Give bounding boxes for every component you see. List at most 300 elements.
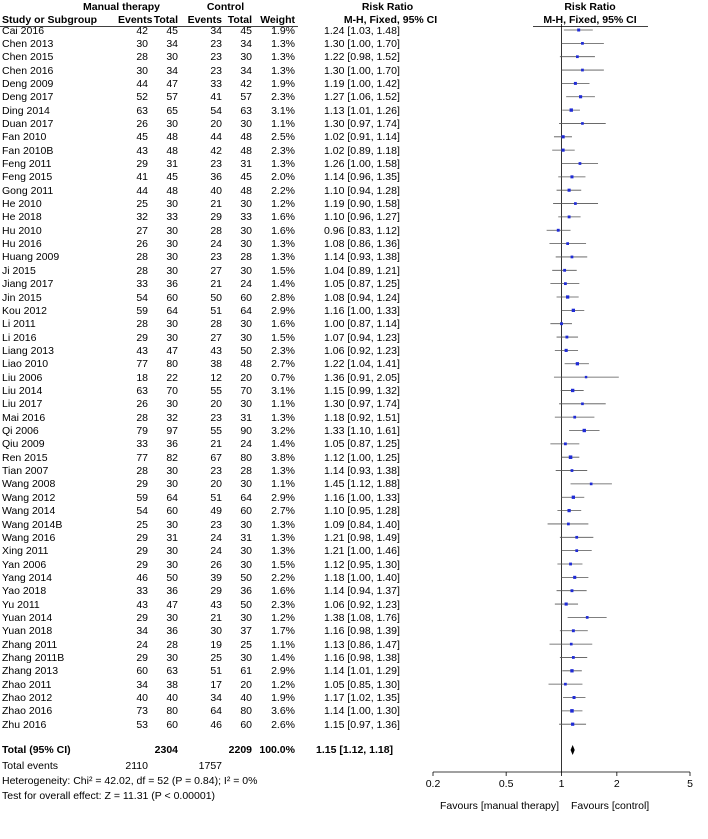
point-square: [568, 215, 571, 218]
study-name: Liu 2017: [2, 398, 43, 411]
study-name: Zhang 2011: [2, 638, 58, 651]
events-control: 51: [210, 304, 222, 317]
risk-ratio-ci: 1.05 [0.87, 1.25]: [324, 278, 400, 291]
risk-ratio-ci: 1.14 [0.94, 1.37]: [324, 585, 400, 598]
events-control: 43: [210, 598, 222, 611]
total-control: 42: [240, 77, 252, 90]
study-name: Chen 2013: [2, 37, 54, 50]
group-control-header: Control: [206, 1, 245, 13]
total-control: 48: [240, 144, 252, 157]
risk-ratio-ci: 1.15 [0.99, 1.32]: [324, 384, 400, 397]
events-manual: 33: [136, 278, 148, 291]
events-control: 30: [210, 625, 222, 638]
events-control: 41: [210, 91, 222, 104]
study-name: Fan 2010: [2, 131, 47, 144]
events-control: 20: [210, 118, 222, 130]
study-name: Ji 2015: [2, 264, 36, 277]
risk-ratio-ci: 1.21 [1.00, 1.46]: [324, 545, 400, 558]
total-manual: 31: [166, 158, 178, 170]
total-events-manual: 2110: [125, 760, 148, 772]
point-square: [571, 389, 574, 392]
total-control: 70: [240, 384, 252, 397]
events-manual: 28: [136, 411, 148, 424]
total-control: 24: [240, 278, 252, 291]
risk-ratio-ci: 1.02 [0.89, 1.18]: [324, 144, 400, 157]
total-control: 48: [240, 131, 252, 144]
total-control: 80: [240, 451, 252, 464]
risk-ratio-ci: 1.17 [1.02, 1.35]: [324, 692, 400, 704]
weight-value: 3.1%: [271, 384, 295, 397]
events-control: 29: [210, 585, 222, 598]
weight-value: 1.5%: [271, 558, 295, 571]
weight-value: 3.2%: [271, 425, 295, 437]
study-name: Jiang 2017: [2, 278, 54, 291]
x-tick-label: 5: [687, 778, 693, 790]
events-control: 20: [210, 478, 222, 491]
weight-value: 2.6%: [271, 718, 295, 731]
total-manual: 36: [166, 278, 178, 291]
total-manual: 63: [166, 665, 178, 678]
total-manual: 60: [166, 291, 178, 304]
events-manual: 59: [136, 304, 148, 317]
total-manual: 30: [166, 611, 178, 624]
weight-value: 2.7%: [271, 358, 295, 371]
weight-value: 1.5%: [271, 331, 295, 344]
total-manual: 30: [166, 465, 178, 478]
events-control: 33: [210, 77, 222, 90]
weight-value: 2.5%: [271, 131, 295, 144]
events-control: 23: [210, 37, 222, 50]
total-manual: 48: [166, 131, 178, 144]
events-control: 54: [210, 104, 222, 117]
study-name: Li 2016: [2, 331, 37, 344]
study-name: Deng 2017: [2, 91, 54, 104]
total-manual: 30: [166, 51, 178, 64]
total-manual: 64: [166, 304, 178, 317]
risk-ratio-ci: 1.00 [0.87, 1.14]: [324, 318, 400, 331]
weight-value: 2.9%: [271, 491, 295, 504]
events-manual: 45: [136, 131, 148, 144]
total-control: 30: [240, 198, 252, 210]
weight-value: 1.6%: [271, 585, 295, 598]
total-control: 25: [240, 638, 252, 651]
study-name: Hu 2016: [2, 238, 42, 251]
events-manual: 28: [136, 264, 148, 277]
events-manual: 53: [136, 718, 148, 731]
risk-ratio-ci: 1.08 [0.94, 1.24]: [324, 291, 400, 304]
total-control: 30: [240, 651, 252, 664]
study-name: Zhang 2013: [2, 665, 59, 678]
total-control: 60: [240, 291, 252, 304]
risk-ratio-ci: 1.19 [0.90, 1.58]: [324, 198, 400, 210]
events-manual: 77: [136, 451, 148, 464]
x-tick-label: 2: [613, 778, 620, 790]
weight-value: 1.4%: [271, 438, 295, 451]
total-manual: 30: [166, 518, 178, 531]
point-square: [567, 523, 570, 526]
favours-right-label: Favours [control]: [571, 800, 650, 812]
point-square: [557, 229, 560, 232]
risk-ratio-ci: 1.24 [1.03, 1.48]: [324, 24, 400, 37]
point-square: [572, 496, 575, 499]
events-manual: 73: [136, 705, 148, 718]
point-square: [569, 563, 572, 566]
events-control: 23: [210, 158, 222, 170]
total-manual: 36: [166, 625, 178, 638]
risk-ratio-ci: 1.18 [0.92, 1.51]: [324, 411, 400, 424]
point-square: [564, 282, 567, 285]
events-control: 27: [210, 331, 222, 344]
x-tick-label: 0.5: [498, 778, 514, 790]
point-square: [581, 69, 584, 72]
weight-value: 2.2%: [271, 184, 295, 197]
weight-value: 3.1%: [271, 104, 295, 117]
point-square: [566, 295, 569, 298]
point-square: [574, 202, 577, 205]
total-control: 30: [240, 518, 252, 531]
events-manual: 44: [136, 184, 148, 197]
risk-ratio-ci: 1.10 [0.95, 1.28]: [324, 505, 400, 518]
rr-title-left: Risk Ratio: [361, 1, 414, 13]
weight-value: 1.3%: [271, 51, 295, 64]
point-square: [570, 643, 573, 646]
risk-ratio-ci: 1.10 [0.94, 1.28]: [324, 184, 400, 197]
total-manual: 34: [166, 64, 178, 77]
col-total-control: Total: [227, 14, 252, 26]
total-label: Total (95% CI): [2, 744, 71, 756]
weight-value: 0.7%: [271, 371, 295, 384]
events-control: 46: [210, 718, 222, 731]
events-control: 23: [210, 51, 222, 64]
total-control: 36: [240, 585, 252, 598]
weight-value: 1.4%: [271, 651, 295, 664]
point-square: [577, 29, 580, 32]
study-name: Yao 2018: [2, 585, 47, 598]
risk-ratio-ci: 1.12 [0.95, 1.30]: [324, 558, 400, 571]
weight-value: 1.6%: [271, 211, 295, 224]
risk-ratio-ci: 1.13 [1.01, 1.26]: [324, 104, 400, 117]
point-square: [563, 269, 566, 272]
col-total-manual: Total: [153, 14, 178, 26]
total-control: 90: [240, 425, 252, 437]
study-name: Wang 2008: [2, 478, 56, 491]
total-manual: 22: [166, 371, 178, 384]
total-manual: 82: [166, 451, 178, 464]
events-control: 51: [210, 491, 222, 504]
events-manual: 42: [136, 24, 148, 37]
weight-value: 1.3%: [271, 238, 295, 251]
study-name: Xing 2011: [2, 545, 49, 558]
study-name: Wang 2016: [2, 531, 56, 544]
total-manual: 47: [166, 77, 178, 90]
events-manual: 63: [136, 384, 148, 397]
total-manual: 70: [166, 384, 178, 397]
total-n-manual: 2304: [154, 744, 178, 756]
events-manual: 34: [136, 678, 148, 691]
study-name: Liu 2006: [2, 371, 43, 384]
events-control: 12: [210, 371, 222, 384]
weight-value: 1.3%: [271, 465, 295, 478]
total-manual: 30: [166, 251, 178, 264]
events-manual: 24: [136, 638, 148, 651]
events-manual: 25: [136, 198, 148, 210]
study-name: Li 2011: [2, 318, 36, 331]
events-manual: 29: [136, 611, 148, 624]
col-events-manual: Events: [118, 14, 153, 26]
total-manual: 60: [166, 505, 178, 518]
favours-left-label: Favours [manual therapy]: [440, 800, 560, 812]
events-manual: 30: [136, 64, 148, 77]
total-control: 50: [240, 571, 252, 584]
total-manual: 30: [166, 238, 178, 251]
total-control: 45: [240, 24, 252, 37]
risk-ratio-ci: 1.45 [1.12, 1.88]: [324, 478, 400, 491]
study-name: Wang 2012: [2, 491, 56, 504]
weight-value: 1.5%: [271, 264, 295, 277]
weight-value: 1.3%: [271, 37, 295, 50]
events-manual: 28: [136, 51, 148, 64]
weight-value: 1.1%: [271, 118, 295, 130]
point-square: [570, 175, 573, 178]
point-square: [575, 536, 578, 539]
total-control: 37: [240, 625, 252, 638]
point-square: [561, 135, 564, 138]
study-name: Tian 2007: [2, 465, 49, 478]
risk-ratio-ci: 1.22 [0.98, 1.52]: [324, 51, 400, 64]
total-events-label: Total events: [2, 760, 59, 772]
events-manual: 43: [136, 144, 148, 157]
total-manual: 33: [166, 211, 178, 224]
point-square: [575, 549, 578, 552]
events-manual: 52: [136, 91, 148, 104]
total-control: 30: [240, 51, 252, 64]
risk-ratio-ci: 1.30 [1.00, 1.70]: [324, 37, 400, 50]
total-control: 50: [240, 344, 252, 357]
study-name: Liao 2010: [2, 358, 49, 371]
point-square: [560, 322, 563, 325]
total-control: 48: [240, 358, 252, 371]
study-name: Kou 2012: [2, 304, 47, 317]
weight-value: 2.3%: [271, 144, 295, 157]
events-control: 17: [210, 678, 222, 691]
weight-value: 1.2%: [271, 198, 295, 210]
events-manual: 29: [136, 558, 148, 571]
risk-ratio-ci: 1.05 [0.85, 1.30]: [324, 678, 400, 691]
point-square: [570, 108, 573, 111]
events-control: 19: [210, 638, 222, 651]
events-manual: 29: [136, 531, 148, 544]
risk-ratio-ci: 1.22 [1.04, 1.41]: [324, 358, 400, 371]
col-study: Study or Subgroup: [2, 14, 98, 26]
events-control: 23: [210, 411, 222, 424]
point-square: [564, 442, 567, 445]
events-control: 64: [210, 705, 222, 718]
total-control: 60: [240, 505, 252, 518]
total-control: 30: [240, 318, 252, 331]
risk-ratio-ci: 0.96 [0.83, 1.12]: [324, 224, 400, 237]
weight-value: 1.3%: [271, 158, 295, 170]
events-manual: 28: [136, 318, 148, 331]
study-name: Ding 2014: [2, 104, 50, 117]
risk-ratio-ci: 1.14 [0.93, 1.38]: [324, 465, 400, 478]
total-manual: 50: [166, 571, 178, 584]
events-control: 26: [210, 558, 222, 571]
total-control: 28: [240, 465, 252, 478]
weight-value: 1.6%: [271, 318, 295, 331]
events-manual: 59: [136, 491, 148, 504]
total-manual: 38: [166, 678, 178, 691]
risk-ratio-ci: 1.30 [0.97, 1.74]: [324, 398, 400, 411]
total-manual: 28: [166, 638, 178, 651]
events-manual: 28: [136, 251, 148, 264]
total-manual: 47: [166, 598, 178, 611]
point-square: [576, 55, 579, 58]
point-square: [564, 683, 567, 686]
total-control: 30: [240, 238, 252, 251]
events-manual: 44: [136, 77, 148, 90]
point-square: [572, 656, 575, 659]
events-manual: 79: [136, 425, 148, 437]
weight-value: 1.3%: [271, 64, 295, 77]
study-name: Zhang 2011B: [2, 651, 65, 664]
weight-value: 3.8%: [271, 451, 295, 464]
weight-value: 1.9%: [271, 692, 295, 704]
study-name: Zhu 2016: [2, 718, 47, 731]
total-manual: 64: [166, 491, 178, 504]
total-control: 24: [240, 438, 252, 451]
weight-value: 2.7%: [271, 505, 295, 518]
point-square: [572, 629, 575, 632]
total-control: 64: [240, 304, 252, 317]
total-manual: 97: [166, 425, 178, 437]
events-control: 67: [210, 451, 222, 464]
weight-value: 1.7%: [271, 625, 295, 638]
events-control: 24: [210, 545, 222, 558]
study-name: Liang 2013: [2, 344, 54, 357]
events-control: 23: [210, 64, 222, 77]
point-square: [573, 576, 576, 579]
events-manual: 33: [136, 585, 148, 598]
events-manual: 29: [136, 158, 148, 170]
total-manual: 30: [166, 198, 178, 210]
total-manual: 40: [166, 692, 178, 704]
study-name: Wang 2014B: [2, 518, 63, 531]
point-square: [585, 376, 587, 378]
events-manual: 54: [136, 505, 148, 518]
col-method-left: M-H, Fixed, 95% CI: [343, 14, 438, 26]
events-control: 38: [210, 358, 222, 371]
study-name: He 2010: [2, 198, 42, 210]
events-manual: 28: [136, 465, 148, 478]
risk-ratio-ci: 1.07 [0.94, 1.23]: [324, 331, 400, 344]
study-name: Yuan 2014: [2, 611, 53, 624]
risk-ratio-ci: 1.08 [0.86, 1.36]: [324, 238, 400, 251]
weight-value: 2.0%: [271, 171, 295, 184]
study-name: Qiu 2009: [2, 438, 45, 451]
risk-ratio-ci: 1.16 [1.00, 1.33]: [324, 304, 400, 317]
risk-ratio-ci: 1.18 [1.00, 1.40]: [324, 571, 400, 584]
total-control: 30: [240, 331, 252, 344]
total-control: 20: [240, 371, 252, 384]
risk-ratio-ci: 1.33 [1.10, 1.61]: [324, 425, 400, 437]
total-manual: 57: [166, 91, 178, 104]
total-control: 57: [240, 91, 252, 104]
study-name: Jin 2015: [2, 291, 42, 304]
events-control: 40: [210, 184, 222, 197]
total-manual: 45: [166, 24, 178, 37]
events-manual: 43: [136, 344, 148, 357]
total-manual: 30: [166, 224, 178, 237]
point-square: [565, 602, 568, 605]
total-manual: 80: [166, 705, 178, 718]
point-square: [581, 42, 584, 45]
weight-value: 1.3%: [271, 545, 295, 558]
risk-ratio-ci: 1.05 [0.87, 1.25]: [324, 438, 400, 451]
study-name: Duan 2017: [2, 118, 54, 130]
events-control: 43: [210, 344, 222, 357]
risk-ratio-ci: 1.16 [0.98, 1.38]: [324, 651, 400, 664]
total-manual: 30: [166, 558, 178, 571]
total-control: 30: [240, 478, 252, 491]
weight-value: 2.3%: [271, 344, 295, 357]
events-control: 21: [210, 198, 222, 210]
total-control: 40: [240, 692, 252, 704]
risk-ratio-ci: 1.15 [0.97, 1.36]: [324, 718, 400, 731]
study-name: Deng 2009: [2, 77, 54, 90]
total-control: 30: [240, 611, 252, 624]
col-weight: Weight: [260, 14, 295, 26]
study-name: Mai 2016: [2, 411, 46, 424]
total-control: 20: [240, 678, 252, 691]
weight-value: 2.3%: [271, 91, 295, 104]
x-tick-label: 1: [558, 778, 565, 790]
study-name: Cai 2016: [2, 24, 45, 37]
events-control: 51: [210, 665, 222, 678]
total-events-control: 1757: [198, 760, 222, 772]
total-manual: 30: [166, 118, 178, 130]
weight-value: 1.1%: [271, 638, 295, 651]
point-square: [579, 162, 582, 165]
events-control: 36: [210, 171, 222, 184]
events-manual: 33: [136, 438, 148, 451]
weight-value: 1.3%: [271, 518, 295, 531]
events-control: 28: [210, 224, 222, 237]
study-name: Huang 2009: [2, 251, 60, 264]
risk-ratio-ci: 1.14 [1.00, 1.30]: [324, 705, 400, 718]
events-manual: 18: [136, 371, 148, 384]
events-manual: 26: [136, 118, 148, 130]
study-name: Fan 2010B: [2, 144, 54, 157]
total-manual: 30: [166, 331, 178, 344]
events-manual: 54: [136, 291, 148, 304]
events-control: 21: [210, 278, 222, 291]
total-control: 64: [240, 491, 252, 504]
events-control: 49: [210, 505, 222, 518]
point-square: [565, 336, 568, 339]
risk-ratio-ci: 1.16 [1.00, 1.33]: [324, 491, 400, 504]
total-manual: 48: [166, 144, 178, 157]
events-control: 24: [210, 238, 222, 251]
risk-ratio-ci: 1.36 [0.91, 2.05]: [324, 371, 400, 384]
total-control: 30: [240, 398, 252, 411]
study-name: Zhao 2011: [2, 678, 52, 691]
study-name: Liu 2014: [2, 384, 43, 397]
col-method-right: M-H, Fixed, 95% CI: [543, 14, 637, 26]
study-name: Yang 2014: [2, 571, 53, 584]
risk-ratio-ci: 1.13 [0.86, 1.47]: [324, 638, 400, 651]
total-control: 30: [240, 264, 252, 277]
total-control: 63: [240, 104, 252, 117]
